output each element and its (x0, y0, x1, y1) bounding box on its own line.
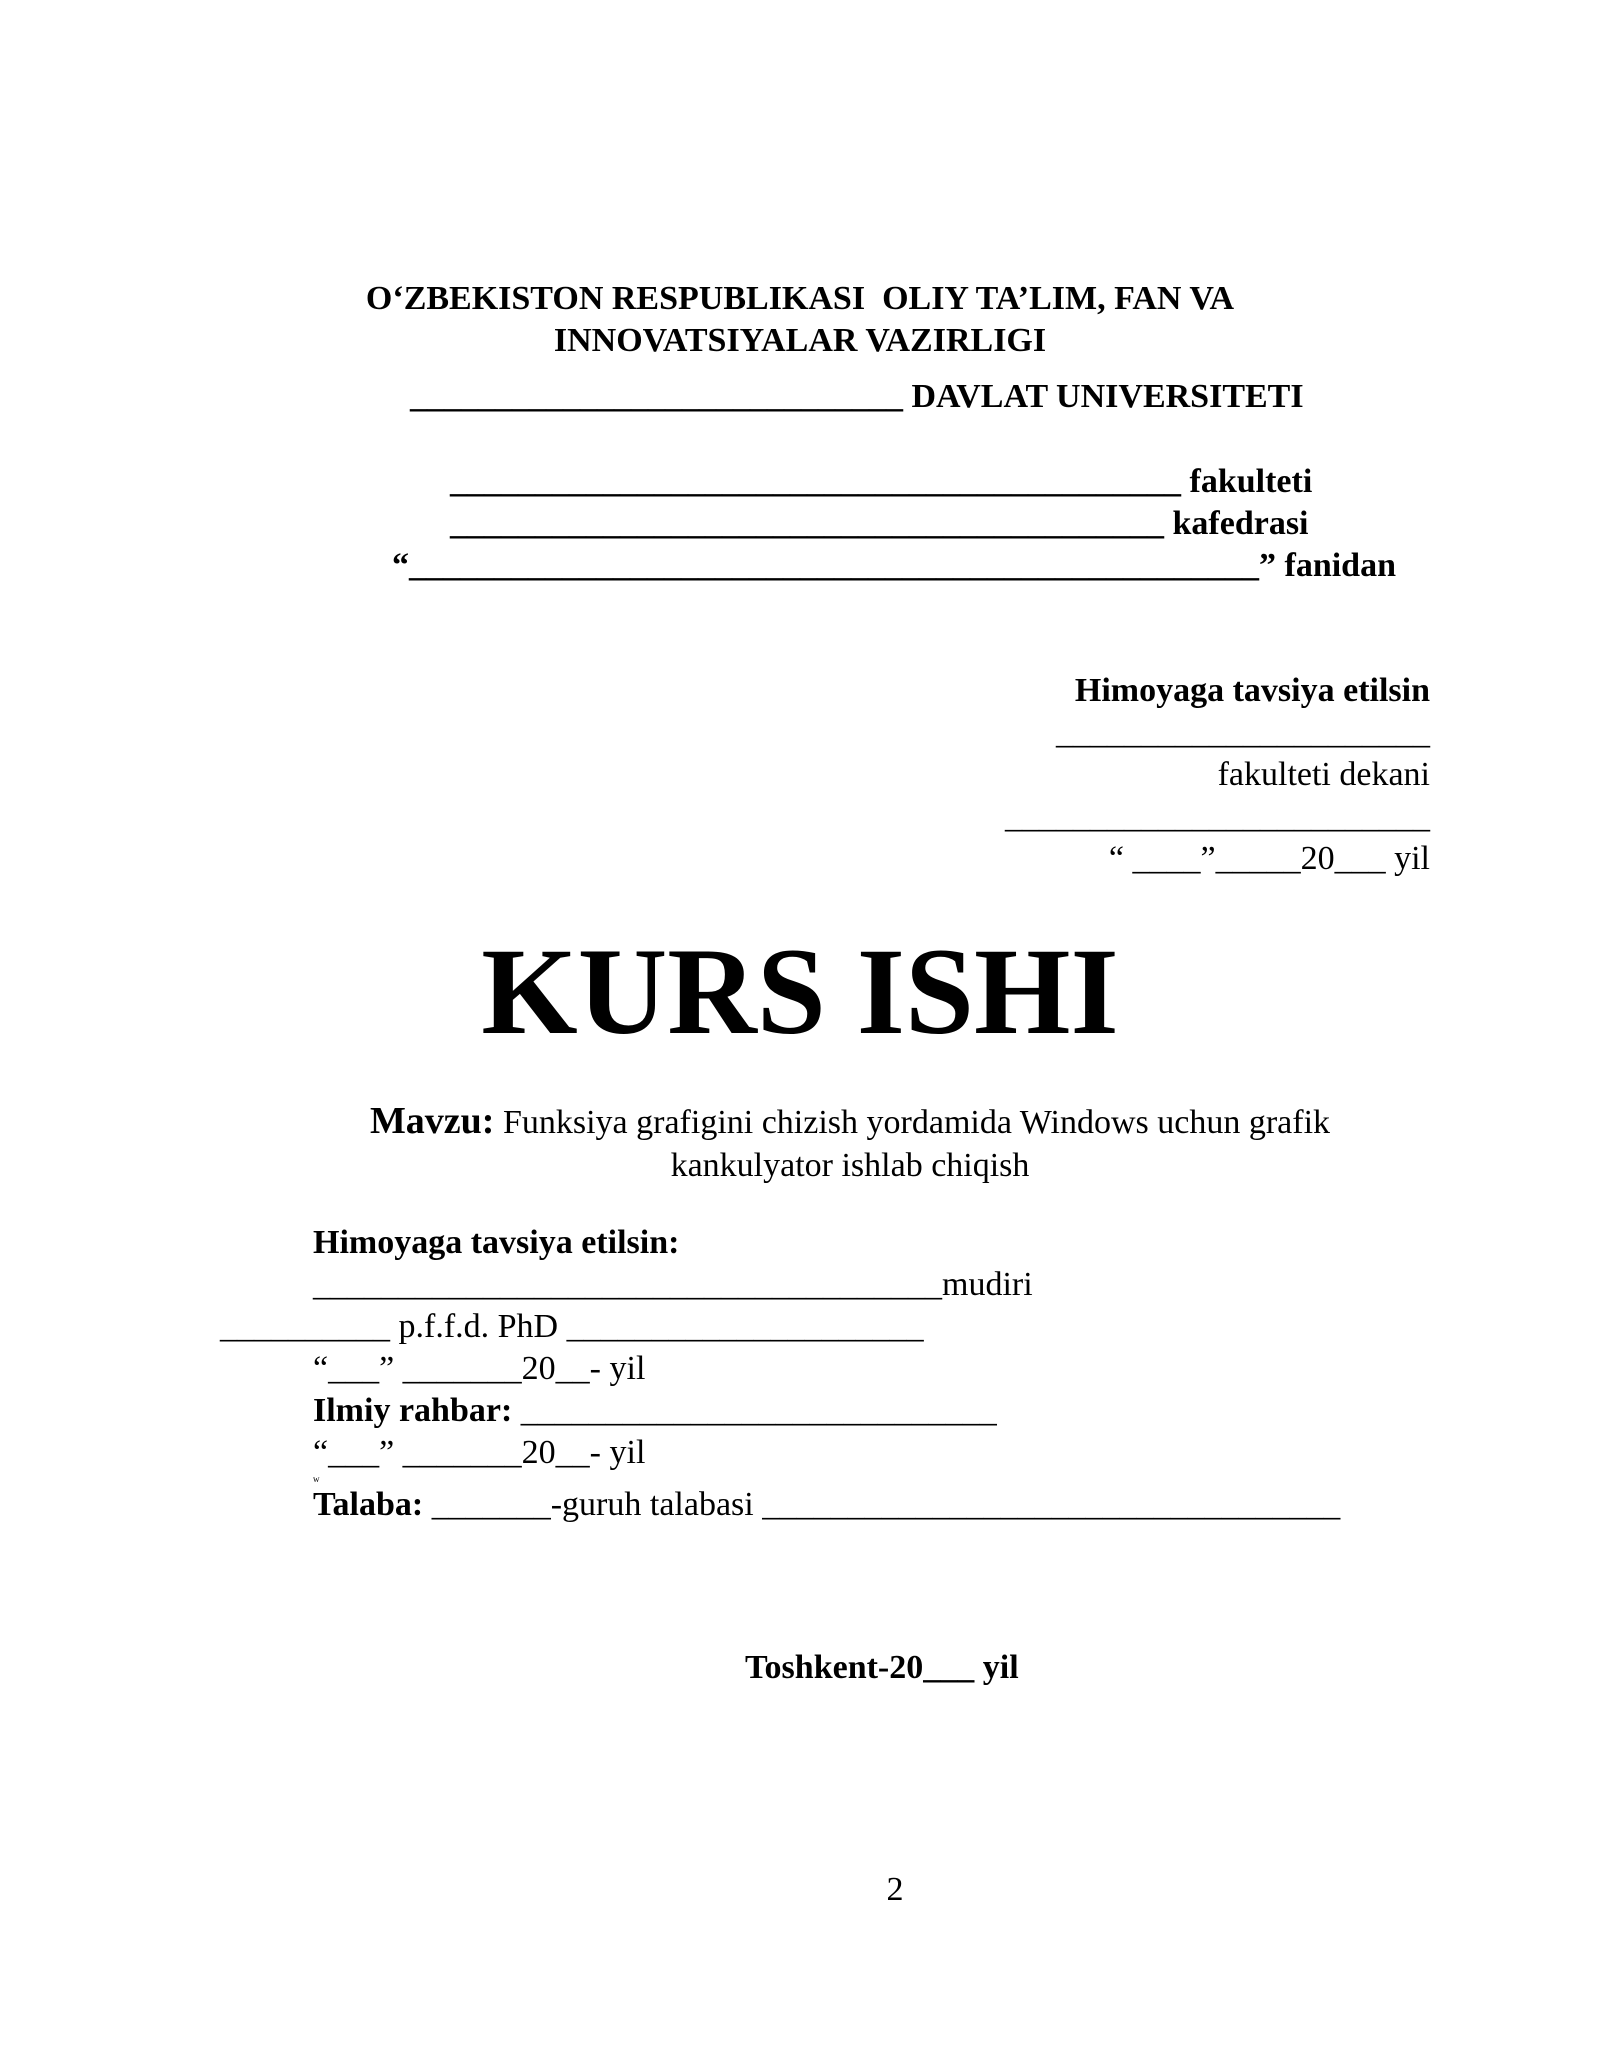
supervisor-label: Ilmiy rahbar: (313, 1392, 513, 1429)
ministry-heading (300, 278, 1300, 362)
dean-label: fakulteti dekani (1217, 756, 1430, 793)
department-line: __________________________________________ kafedrasi (450, 505, 1309, 542)
city-year: Toshkent-20___ yil (745, 1649, 1019, 1686)
document-title: KURS ISHI (481, 923, 1119, 1060)
topic-label: Mavzu: (369, 1100, 495, 1142)
approval-blank-1: ______________________ (1056, 714, 1430, 751)
supervisor-line (313, 1394, 997, 1428)
approval-heading: Himoyaga tavsiya etilsin (1074, 672, 1430, 709)
student-label: Talaba: (313, 1486, 424, 1523)
ministry-line-2: INNOVATSIYALAR VAZIRLIGI (553, 322, 1047, 359)
student-line (313, 1488, 1340, 1522)
faculty-line: ___________________________________________ fakulteti (450, 463, 1313, 500)
subject-line: “__________________________________________________” fanidan (392, 547, 1396, 584)
approval-date: “ ____”_____20___ yil (1108, 840, 1430, 877)
topic-block (300, 1100, 1400, 1187)
head-date: “___” _______20__- yil (313, 1350, 646, 1387)
university-line: _____________________________ DAVLAT UNIVERSITETI (410, 378, 1304, 415)
supervisor-date: “___” _______20__- yil (313, 1434, 646, 1471)
recommend-heading: Himoyaga tavsiya etilsin: (313, 1224, 680, 1261)
student-text: _______-guruh talabasi __________________________________ (431, 1486, 1341, 1523)
supervisor-blank: ____________________________ (520, 1392, 997, 1429)
ministry-line-1: O‘ZBEKISTON RESPUBLIKASI OLIY TA’LIM, FAN VA (365, 280, 1235, 317)
tiny-mark: w (313, 1474, 320, 1484)
approval-blank-2: _________________________ (1005, 798, 1430, 835)
page-number: 2 (886, 1871, 904, 1908)
head-name-line: __________ p.f.f.d. PhD _____________________ (220, 1308, 924, 1345)
head-line: _____________________________________mudiri (313, 1266, 1033, 1303)
topic-text: Funksiya grafigini chizish yordamida Windows uchun grafik kankulyator ishlab chiqish (502, 1104, 1331, 1184)
